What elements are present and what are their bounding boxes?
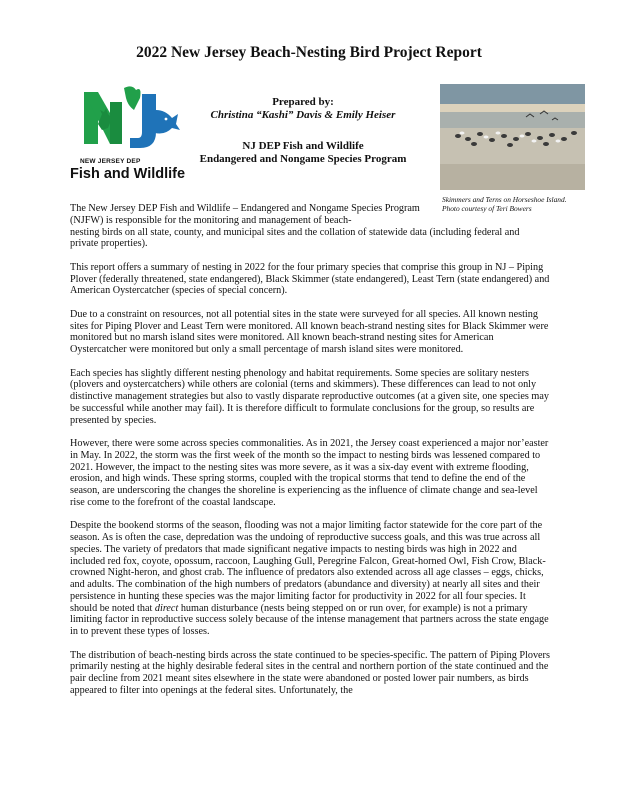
paragraph-4: Each species has slightly different nesting phenology and habitat requirements. Some species are solitary nesters (plovers and oystercatchers) while others are colonial (terns and skimmers). These differences can lead to not only distinctive management strategies but also to vastly disparate reproductive outcomes (at a given site, one species may be successful while another may fail). It is therefore difficult to formulate conclusions for the group, so results are presented by species. (70, 367, 549, 426)
caption-line-2: Photo courtesy of Teri Bowers (442, 204, 532, 214)
caption-line-1: Skimmers and Terns on Horseshoe Island. (442, 195, 567, 204)
paragraph-6 (70, 520, 550, 638)
report-body (70, 203, 550, 708)
logo-wordmark: Fish and Wildlife (70, 166, 186, 182)
paragraph-5: However, there were some across species commonalities. As in 2021, the Jersey coast experienced a major nor’easter in May. In 2022, the storm was the first week of the month so the impact to nesting birds was lessened compared to 2021. However, the impact to the nesting sites was more severe, as it was a six-day event with extreme flooding, erosion, and high winds. These spring storms, coupled with the tropical storms that tend to define the end of the season, are underscoring the changes the shoreline is experiencing as the influence of climate change and sea-level rise come to the forefront of the coastal landscape. (70, 438, 549, 508)
paragraph-1-intro: The New Jersey DEP Fish and Wildlife – Endangered and Nongame Species Program (NJFW) is responsible for the monitoring and management of beach- (70, 203, 420, 226)
logo-subtitle: NEW JERSEY DEP (80, 158, 141, 165)
paragraph-1-rest: nesting birds on all state, county, and municipal sites and the collation of statewide data (including federal and private properties). (70, 226, 520, 250)
paragraph-2: This report offers a summary of nesting in 2022 for the four primary species that comprise this group in NJ – Piping Plover (federally threatened, state endangered), Black Skimmer (state endangered), Least Tern (state endangered) and American Oystercatcher (species of special concern). (70, 261, 550, 297)
paragraph-3: Due to a constraint on resources, not all potential sites in the state were surveyed for all species. All known nesting sites for Piping Plover and Least Tern were monitored. All known beach-strand nesting sites for Black Skimmer were monitored but no marsh island sites were monitored. All known beach-strand nesting sites for American Oystercatcher were monitored but only a small percentage of marsh island sites were monitored. (70, 308, 549, 355)
prepared-by-label: Prepared by: (272, 96, 334, 108)
author-names: Christina “Kashi” Davis & Emily Heiser (210, 109, 396, 121)
paragraph-1 (70, 203, 550, 250)
paragraph-6-part-1: Despite the bookend storms of the season, flooding was not a major limiting factor statewide for the core part of the season. As is often the case, depredation was the undoing of reproductive success goals, and this was true across all species. The variety of predators that made significant negative impacts to nesting birds was high in 2022 and included red fox, coyote, opossum, raccoon, Laughing Gull, Peregrine Falcon, Great-horned Owl, Fish Crow, Black-crowned Night-heron, and ghost crab. The influence of predators also extended across all age classes – eggs, chicks, and adults. The combination of the high numbers of predators (abundance and diversity) at nearly all sites and their persistence in hunting these species was the major limiting factor for productivity in 2022 for all four species. It should be noted that (70, 520, 546, 614)
organization-block (180, 140, 426, 166)
paragraph-7: The distribution of beach-nesting birds across the state continued to be species-specific. The pattern of Piping Plovers primarily nesting at the highly desirable federal sites in the central and northern portion of the state continued and the pair decline from 2021 meant sites elsewhere in the state were abandoned or posted lower pair numbers, as birds appeared to filter into openings at the federal sites. Unfortunately, the (70, 649, 550, 696)
page-title: 2022 New Jersey Beach-Nesting Bird Project Report (136, 44, 482, 61)
org-line-1: NJ DEP Fish and Wildlife (242, 140, 364, 152)
prepared-by-block (180, 96, 426, 122)
skimmers-terns-photo (440, 84, 585, 190)
org-line-2: Endangered and Nongame Species Program (199, 153, 407, 165)
paragraph-6-emphasis: direct (154, 602, 179, 614)
paragraph-6-part-2: human disturbance (nests being stepped on or run over, for example) is not a primary limiting factor in reproductive success solely because of the intense management that partners across the state engage in to prevent these types of losses. (70, 602, 549, 637)
